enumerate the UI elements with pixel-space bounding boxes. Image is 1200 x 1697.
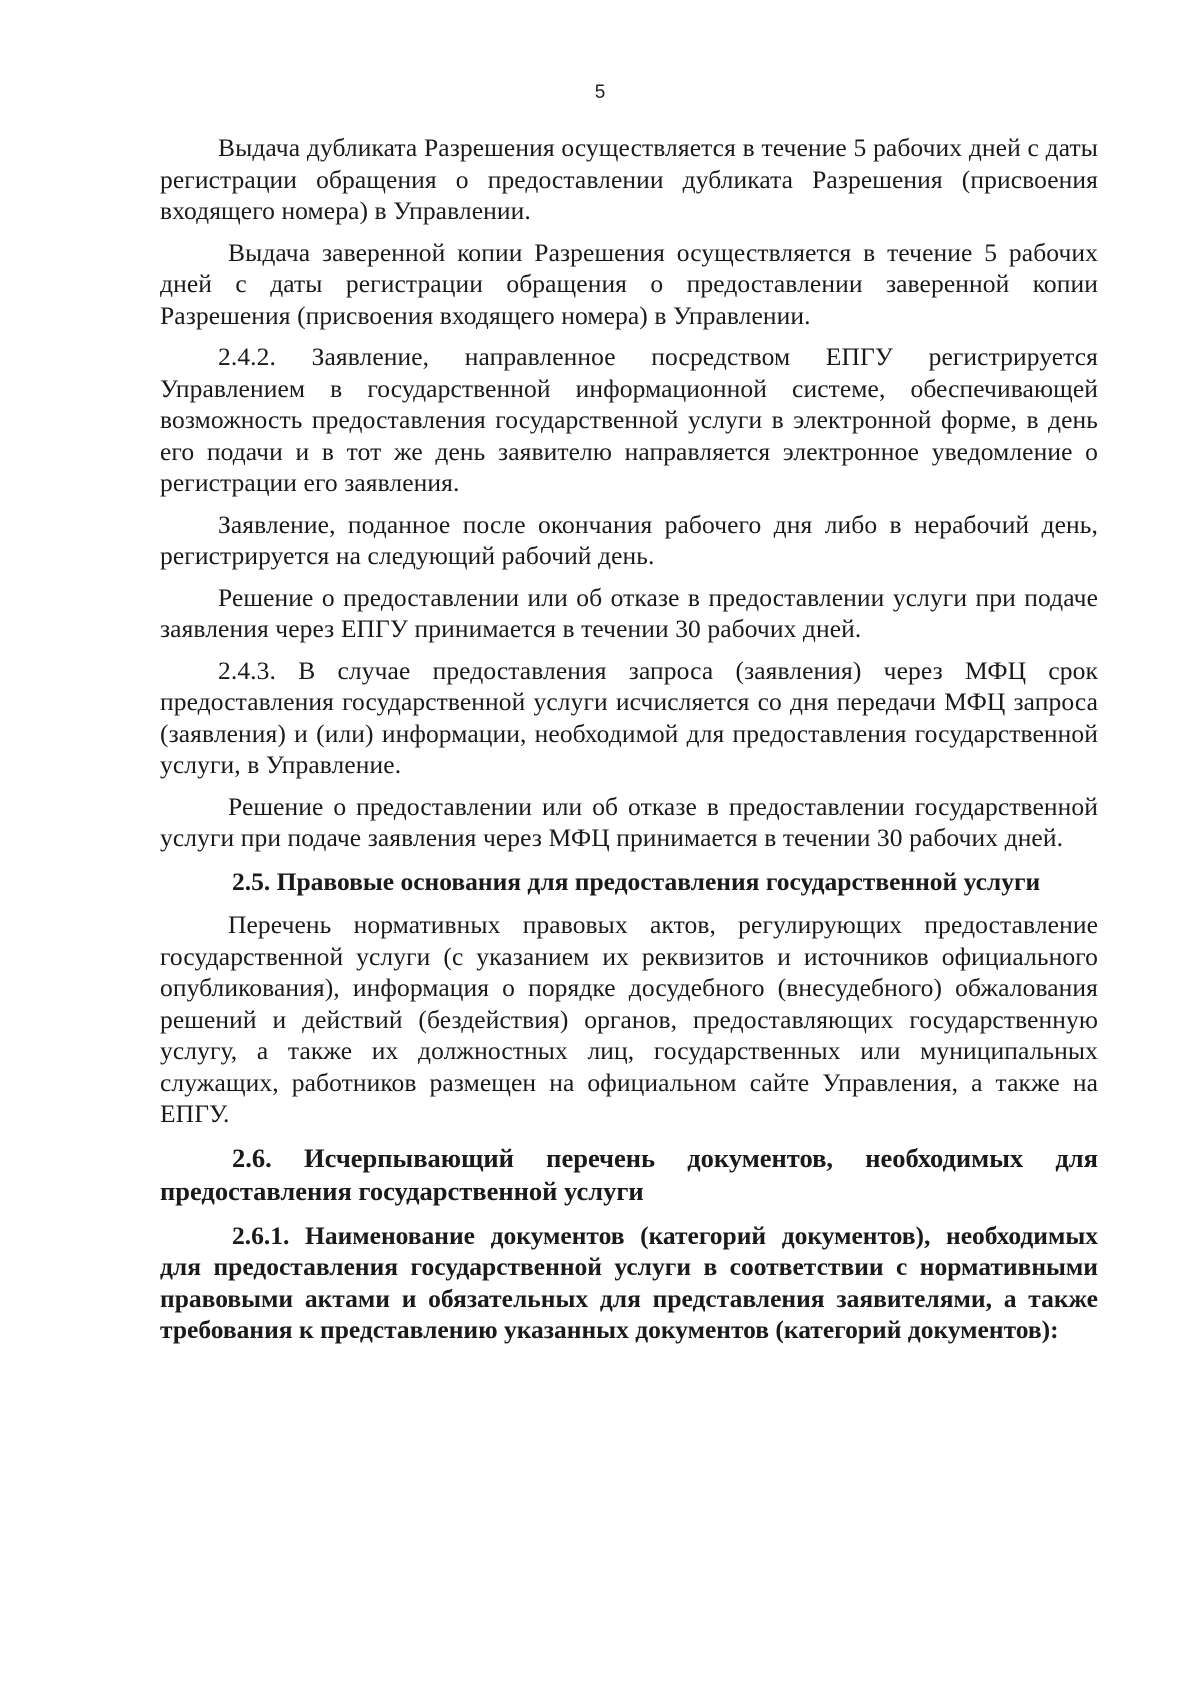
paragraph-mfc-decision: Решение о предоставлении или об отказе в предоставлении государственной услуги при подаче заявления через МФЦ принимается в течении 30 рабочих дней. — [160, 791, 1098, 852]
paragraph-certified-copy: Выдача заверенной копии Разрешения осуществляется в течение 5 рабочих дней с даты регистрации обращения о предоставлении заверенной копии Разрешения (присвоения входящего номера) в Управлении. — [160, 237, 1098, 330]
paragraph-2-4-2: 2.4.2. Заявление, направленное посредством ЕПГУ регистрируется Управлением в государственной информационной системе, обеспечивающей возможность предоставления государственной услуги в электронной форме, в день его подачи и в тот же день заявителю направляется электронное уведомление о регистрации его заявления. — [160, 342, 1098, 497]
heading-2-6-1: 2.6.1. Наименование документов (категорий документов), необходимых для предоставления государственной услуги в соответствии с нормативными правовыми актами и обязательных для представления заявителями, а также требования к представлению указанных документов (категорий документов): — [160, 1220, 1098, 1344]
paragraph-legal-basis: Перечень нормативных правовых актов, регулирующих предоставление государственной услуги (с указанием их реквизитов и источников официального опубликования), информация о порядке досудебного (внесудебного) обжалования решений и действий (бездействия) органов, предоставляющих государственную услугу, а также их должностных лиц, государственных или муниципальных служащих, работников размещен на официальном сайте Управления, а также на ЕПГУ. — [160, 910, 1098, 1128]
paragraph-after-hours: Заявление, поданное после окончания рабочего дня либо в нерабочий день, регистрируется на следующий рабочий день. — [160, 509, 1098, 570]
paragraph-epgu-decision: Решение о предоставлении или об отказе в предоставлении услуги при подаче заявления через ЕПГУ принимается в течении 30 рабочих дней. — [160, 582, 1098, 643]
paragraph-duplicate-issuance: Выдача дубликата Разрешения осуществляется в течение 5 рабочих дней с даты регистрации обращения о предоставлении дубликата Разрешения (присвоения входящего номера) в Управлении. — [160, 133, 1098, 225]
paragraph-2-4-3: 2.4.3. В случае предоставления запроса (заявления) через МФЦ срок предоставления государственной услуги исчисляется со дня передачи МФЦ запроса (заявления) и (или) информации, необходимой для предоставления государственной услуги, в Управление. — [160, 655, 1098, 779]
page-number: 5 — [594, 82, 606, 103]
heading-2-6: 2.6. Исчерпывающий перечень документов, необходимых для предоставления государственной услуги — [160, 1142, 1098, 1206]
document-body — [160, 132, 1098, 1358]
heading-2-5: 2.5. Правовые основания для предоставления государственной услуги — [232, 866, 1041, 896]
